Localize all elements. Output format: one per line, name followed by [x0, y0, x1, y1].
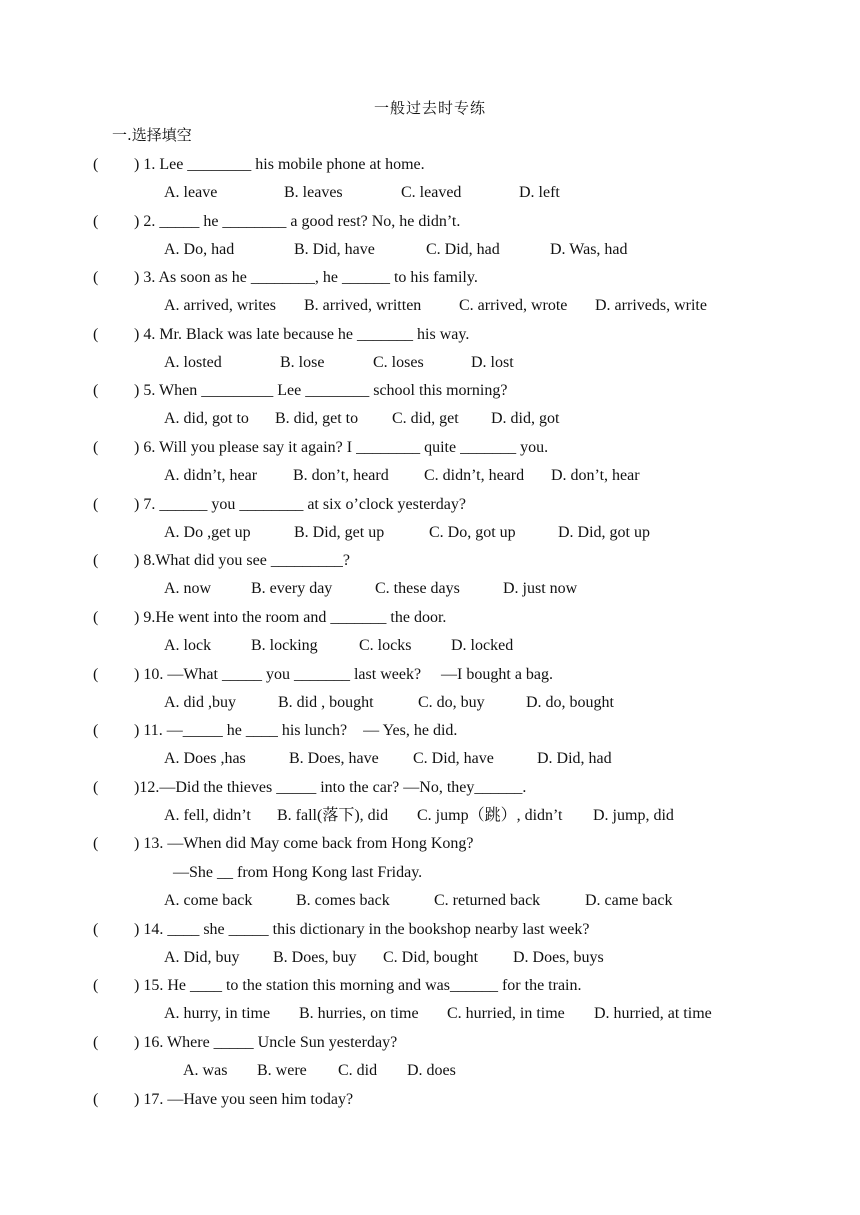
option-a: A. Do, had: [164, 241, 235, 258]
answer-paren: (: [93, 666, 99, 683]
answer-paren: (: [93, 496, 99, 513]
question-text: ) 1. Lee ________ his mobile phone at home.: [134, 156, 425, 173]
answer-paren: (: [93, 722, 99, 739]
answer-paren: (: [93, 156, 99, 173]
answer-paren: (: [93, 213, 99, 230]
option-a: A. losted: [164, 354, 222, 371]
question-text: ) 5. When _________ Lee ________ school this morning?: [134, 382, 508, 399]
option-d: D. left: [519, 184, 560, 201]
question-text: ) 8.What did you see _________?: [134, 552, 350, 569]
option-c: C. Did, had: [426, 241, 500, 258]
option-d: D. don’t, hear: [551, 467, 640, 484]
option-b: B. Does, buy: [273, 949, 357, 966]
option-a: A. did, got to: [164, 410, 249, 427]
page-title: 一般过去时专练: [373, 99, 486, 117]
question-text: ) 13. —When did May come back from Hong Kong?: [134, 835, 474, 852]
option-c: C. leaved: [401, 184, 462, 201]
option-d: D. arriveds, write: [595, 297, 707, 314]
option-b: B. every day: [251, 580, 333, 597]
option-a: A. lock: [164, 637, 212, 654]
answer-paren: (: [93, 1091, 99, 1108]
option-c: C. these days: [375, 580, 460, 597]
option-b: B. Does, have: [289, 750, 379, 767]
answer-paren: (: [93, 439, 99, 456]
question-subline: —She __ from Hong Kong last Friday.: [173, 864, 423, 881]
option-a: A. leave: [164, 184, 218, 201]
option-b: B. lose: [280, 354, 325, 371]
option-b: B. comes back: [296, 892, 390, 909]
question-text: ) 16. Where _____ Uncle Sun yesterday?: [134, 1034, 398, 1051]
question-text: )12.—Did the thieves _____ into the car? —No, they______.: [134, 779, 527, 796]
option-c: C. Did, have: [413, 750, 494, 767]
option-d: D. Did, had: [537, 750, 612, 767]
option-d: D. locked: [451, 637, 514, 654]
option-d: D. Was, had: [550, 241, 628, 258]
question-text: ) 9.He went into the room and _______ the door.: [134, 609, 447, 626]
answer-paren: (: [93, 921, 99, 938]
question-text: ) 11. —_____ he ____ his lunch? — Yes, he did.: [134, 722, 458, 739]
option-d: D. Did, got up: [558, 524, 650, 541]
option-c: C. jump（跳）, didn’t: [417, 807, 563, 824]
option-a: A. come back: [164, 892, 253, 909]
option-b: B. hurries, on time: [299, 1005, 419, 1022]
option-d: D. hurried, at time: [594, 1005, 712, 1022]
option-b: B. fall(落下), did: [277, 807, 389, 824]
answer-paren: (: [93, 779, 99, 796]
option-a: A. arrived, writes: [164, 297, 276, 314]
answer-paren: (: [93, 552, 99, 569]
option-a: A. now: [164, 580, 212, 597]
option-c: C. did: [338, 1062, 378, 1079]
option-b: B. were: [257, 1062, 307, 1079]
answer-paren: (: [93, 835, 99, 852]
question-text: ) 7. ______ you ________ at six o’clock yesterday?: [134, 496, 466, 513]
question-text: ) 15. He ____ to the station this morning and was______ for the train.: [134, 977, 582, 994]
option-c: C. loses: [373, 354, 424, 371]
option-d: D. jump, did: [593, 807, 674, 824]
option-c: C. do, buy: [418, 694, 485, 711]
option-d: D. lost: [471, 354, 514, 371]
option-c: C. hurried, in time: [447, 1005, 565, 1022]
question-text: ) 3. As soon as he ________, he ______ to his family.: [134, 269, 478, 286]
option-c: C. didn’t, heard: [424, 467, 525, 484]
option-d: D. just now: [503, 580, 578, 597]
option-a: A. fell, didn’t: [164, 807, 251, 824]
answer-paren: (: [93, 382, 99, 399]
option-a: A. Does ,has: [164, 750, 246, 767]
question-text: ) 2. _____ he ________ a good rest? No, he didn’t.: [134, 213, 461, 230]
option-a: A. didn’t, hear: [164, 467, 258, 484]
option-c: C. did, get: [392, 410, 459, 427]
question-text: ) 6. Will you please say it again? I ________ quite _______ you.: [134, 439, 549, 456]
answer-paren: (: [93, 977, 99, 994]
option-d: D. did, got: [491, 410, 560, 427]
answer-paren: (: [93, 269, 99, 286]
option-c: C. Did, bought: [383, 949, 479, 966]
option-b: B. Did, have: [294, 241, 375, 258]
question-text: ) 17. —Have you seen him today?: [134, 1091, 354, 1108]
question-text: ) 4. Mr. Black was late because he _______ his way.: [134, 326, 470, 343]
option-a: A. Do ,get up: [164, 524, 251, 541]
option-c: C. arrived, wrote: [459, 297, 568, 314]
option-c: C. Do, got up: [429, 524, 516, 541]
option-a: A. was: [183, 1062, 228, 1079]
answer-paren: (: [93, 1034, 99, 1051]
option-b: B. locking: [251, 637, 318, 654]
option-a: A. hurry, in time: [164, 1005, 271, 1022]
option-b: B. leaves: [284, 184, 343, 201]
answer-paren: (: [93, 326, 99, 343]
option-c: C. returned back: [434, 892, 541, 909]
option-d: D. came back: [585, 892, 673, 909]
option-c: C. locks: [359, 637, 412, 654]
option-d: D. Does, buys: [513, 949, 604, 966]
section-heading: 一.选择填空: [112, 126, 192, 144]
option-b: B. don’t, heard: [293, 467, 389, 484]
answer-paren: (: [93, 609, 99, 626]
option-b: B. arrived, written: [304, 297, 422, 314]
option-d: D. do, bought: [526, 694, 614, 711]
question-text: ) 14. ____ she _____ this dictionary in the bookshop nearby last week?: [134, 921, 590, 938]
option-b: B. Did, get up: [294, 524, 385, 541]
option-d: D. does: [407, 1062, 456, 1079]
option-a: A. Did, buy: [164, 949, 240, 966]
option-a: A. did ,buy: [164, 694, 236, 711]
question-text: ) 10. —What _____ you _______ last week? —I bought a bag.: [134, 666, 554, 683]
option-b: B. did, get to: [275, 410, 359, 427]
option-b: B. did , bought: [278, 694, 374, 711]
